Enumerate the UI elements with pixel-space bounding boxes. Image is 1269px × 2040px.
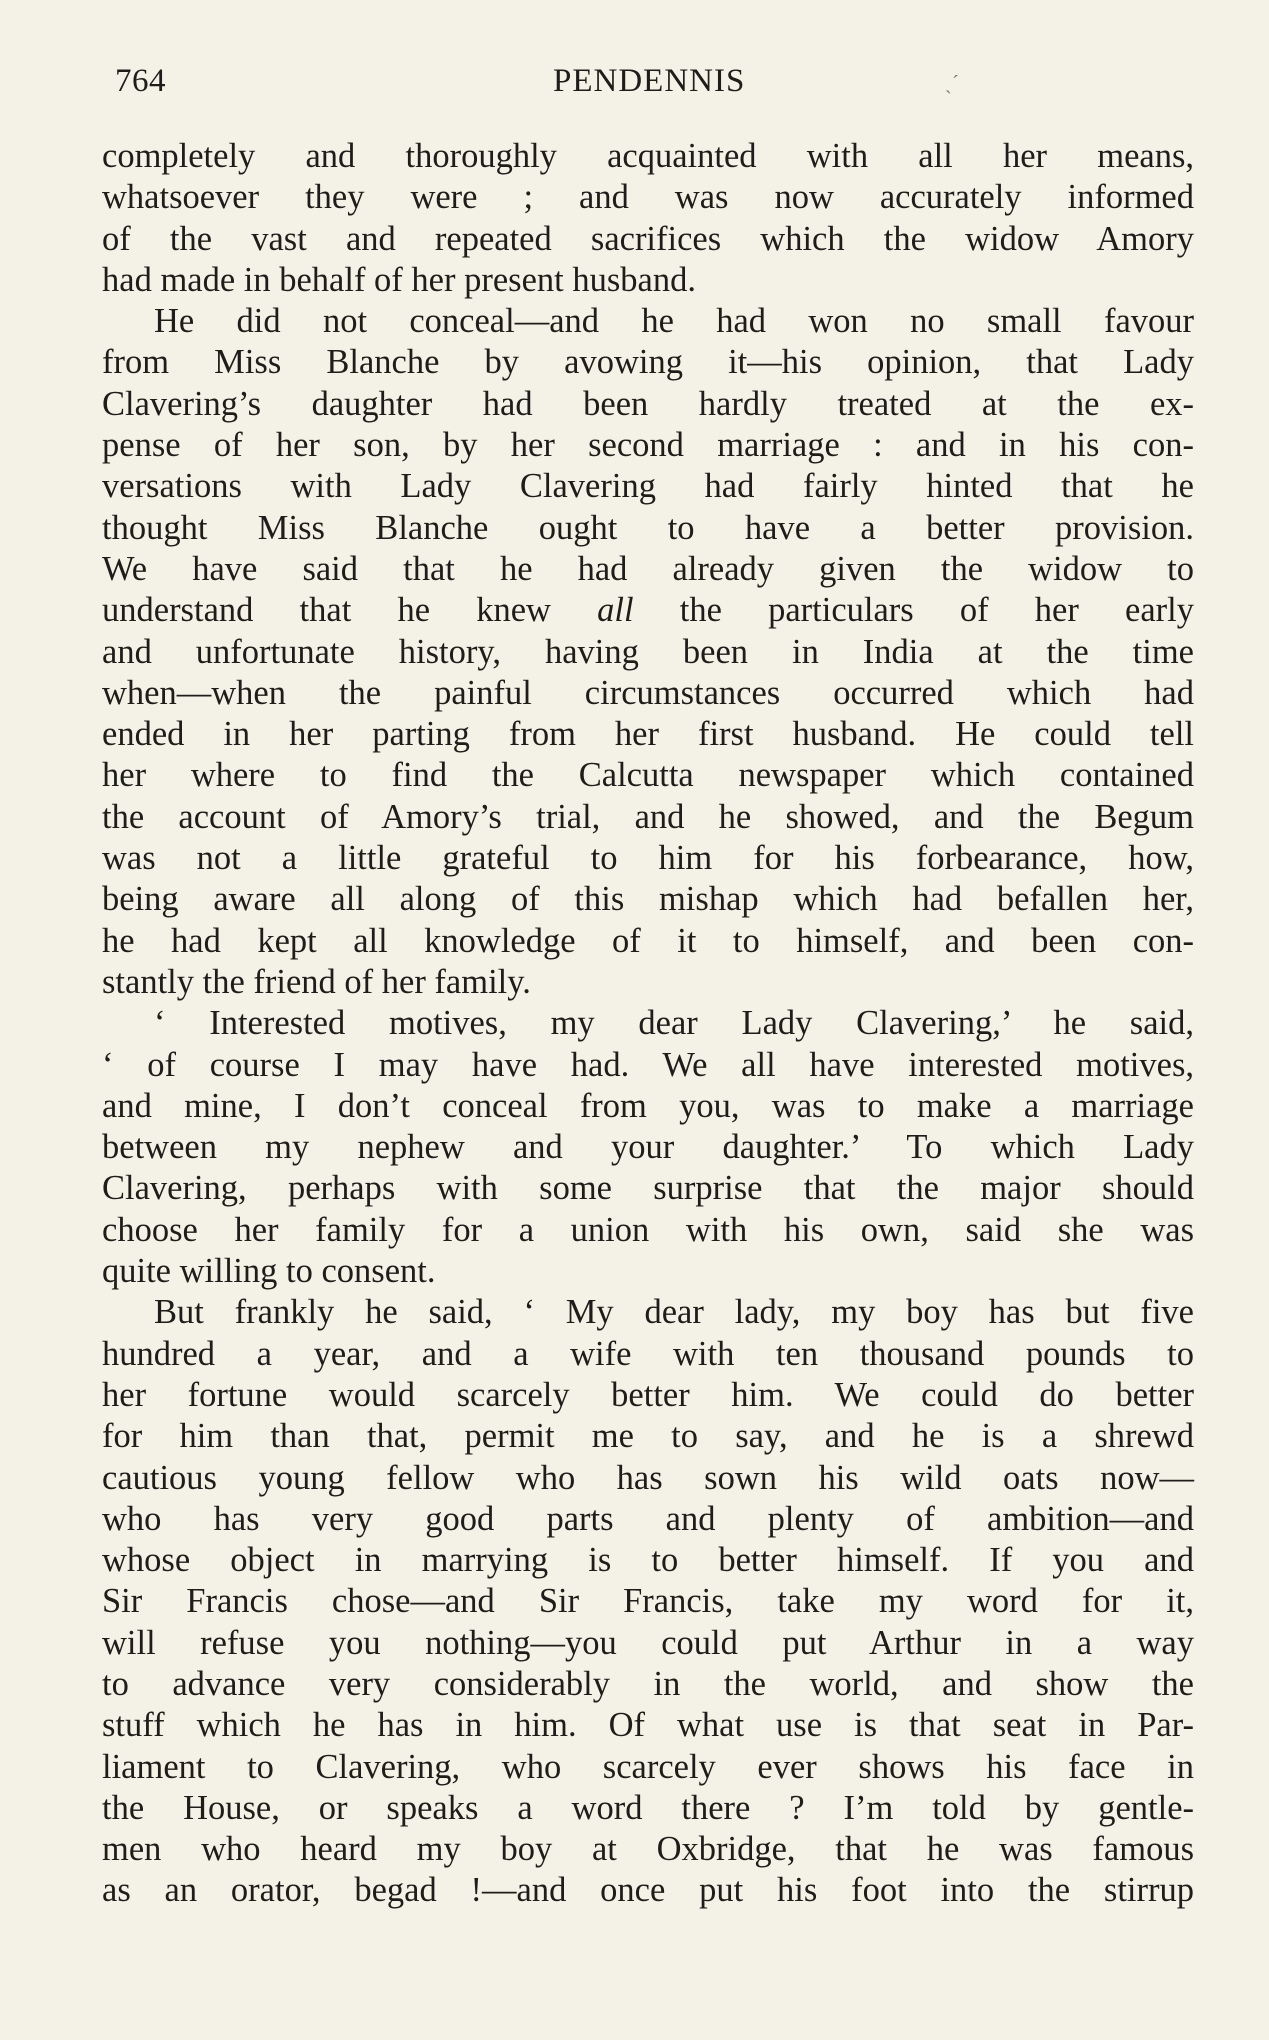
text-line: had made in behalf of her present husband. bbox=[102, 260, 696, 299]
text-line: her where to find the Calcutta newspaper which contained bbox=[102, 756, 1194, 795]
text-line: he had kept all knowledge of it to himself, and been con- bbox=[102, 921, 1194, 960]
text-line: being aware all along of this mishap which had befallen her, bbox=[102, 880, 1194, 919]
text-line: will refuse you nothing—you could put Arthur in a way bbox=[102, 1623, 1194, 1662]
text-line: as an orator, begad !—and once put his foot into the stirrup bbox=[102, 1871, 1194, 1910]
text-line: liament to Clavering, who scarcely ever shows his face in bbox=[102, 1747, 1194, 1786]
text-line: thought Miss Blanche ought to have a better provision. bbox=[102, 508, 1194, 547]
text-line: hundred a year, and a wife with ten thousand pounds to bbox=[102, 1334, 1194, 1373]
text-line: versations with Lady Clavering had fairly hinted that he bbox=[102, 467, 1194, 506]
text-line: He did not conceal—and he had won no small favour bbox=[154, 302, 1194, 341]
text-line: stuff which he has in him. Of what use is that seat in Par- bbox=[102, 1706, 1194, 1745]
body-text bbox=[102, 136, 1194, 1912]
text-line: and mine, I don’t conceal from you, was to make a marriage bbox=[102, 1086, 1194, 1125]
text-line: stantly the friend of her family. bbox=[102, 962, 531, 1001]
text-line: whose object in marrying is to better himself. If you and bbox=[102, 1541, 1194, 1580]
text-line: Clavering, perhaps with some surprise that the major should bbox=[102, 1169, 1194, 1208]
text-line: for him than that, permit me to say, and he is a shrewd bbox=[102, 1417, 1194, 1456]
text-line: and unfortunate history, having been in India at the time bbox=[102, 632, 1194, 671]
text-line: from Miss Blanche by avowing it—his opinion, that Lady bbox=[102, 343, 1194, 382]
margin-mark: ˏˊ bbox=[945, 72, 960, 94]
text-line: the account of Amory’s trial, and he showed, and the Begum bbox=[102, 797, 1194, 836]
text-line: was not a little grateful to him for his forbearance, how, bbox=[102, 839, 1194, 878]
running-head bbox=[115, 56, 1195, 106]
text-line: pense of her son, by her second marriage : and in his con- bbox=[102, 426, 1194, 465]
text-line: between my nephew and your daughter.’ To which Lady bbox=[102, 1128, 1194, 1167]
italic-emphasis: all bbox=[597, 591, 634, 630]
text-line: ‘ Interested motives, my dear Lady Clavering,’ he said, bbox=[154, 1004, 1194, 1043]
text-line: But frankly he said, ‘ My dear lady, my boy has but five bbox=[154, 1293, 1194, 1332]
text-line: of the vast and repeated sacrifices which the widow Amory bbox=[102, 219, 1194, 258]
text-line: We have said that he had already given the widow to bbox=[102, 549, 1194, 588]
text-line: to advance very considerably in the world, and show the bbox=[102, 1664, 1194, 1703]
text-line bbox=[102, 590, 1194, 631]
text-line: when—when the painful circumstances occurred which had bbox=[102, 673, 1194, 712]
text-line: quite willing to consent. bbox=[102, 1252, 436, 1291]
text-line: ‘ of course I may have had. We all have interested motives, bbox=[102, 1045, 1194, 1084]
text-segment: the particulars of her early bbox=[633, 591, 1194, 630]
text-line: completely and thoroughly acquainted with all her means, bbox=[102, 137, 1194, 175]
text-line: who has very good parts and plenty of ambition—and bbox=[102, 1499, 1194, 1538]
text-line: cautious young fellow who has sown his wild oats now— bbox=[102, 1458, 1194, 1497]
text-line: Sir Francis chose—and Sir Francis, take my word for it, bbox=[102, 1582, 1194, 1621]
page-number: 764 bbox=[115, 63, 166, 99]
text-line: men who heard my boy at Oxbridge, that he was famous bbox=[102, 1830, 1194, 1869]
text-line: choose her family for a union with his own, said she was bbox=[102, 1210, 1194, 1249]
text-segment: understand that he knew bbox=[102, 591, 598, 630]
text-line: her fortune would scarcely better him. We could do better bbox=[102, 1375, 1194, 1414]
text-line: whatsoever they were ; and was now accurately informed bbox=[102, 178, 1194, 217]
text-line: Clavering’s daughter had been hardly treated at the ex- bbox=[102, 384, 1194, 423]
text-line: the House, or speaks a word there ? I’m told by gentle- bbox=[102, 1788, 1194, 1827]
running-title: PENDENNIS bbox=[553, 63, 746, 99]
text-line: ended in her parting from her first husband. He could tell bbox=[102, 715, 1194, 754]
